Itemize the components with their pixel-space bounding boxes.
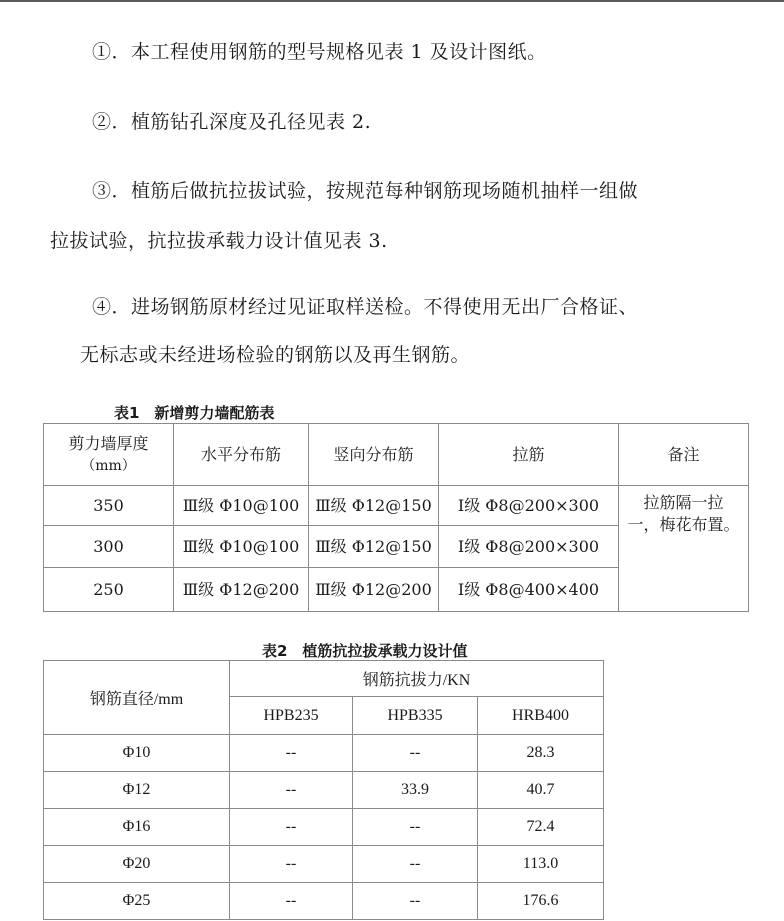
- header-hpb335: HPB335: [353, 697, 478, 735]
- header-tie: 拉筋: [439, 424, 619, 486]
- table-row: [44, 772, 604, 809]
- cell-hpb335: --: [353, 735, 478, 772]
- table-row: [44, 846, 604, 883]
- cell-hpb335: 33.9: [353, 772, 478, 809]
- cell-vertical: Ⅲ级 Φ12@200: [309, 568, 439, 612]
- cell-hpb235: --: [230, 883, 353, 920]
- cell-hpb335: --: [353, 809, 478, 846]
- cell-vertical: Ⅲ级 Φ12@150: [309, 486, 439, 526]
- table-row: [44, 486, 749, 526]
- table-row: [44, 809, 604, 846]
- cell-hpb235: --: [230, 809, 353, 846]
- table2-header-row: [44, 661, 604, 697]
- note-line2: 一，梅花布置。: [627, 515, 740, 534]
- cell-thickness: 350: [44, 486, 174, 526]
- cell-note: [619, 486, 749, 612]
- cell-hpb235: --: [230, 735, 353, 772]
- top-rule: [0, 0, 784, 2]
- table1-header-row: [44, 424, 749, 486]
- header-diameter: 钢筋直径/mm: [44, 661, 230, 735]
- cell-thickness: 300: [44, 526, 174, 568]
- cell-horizontal: Ⅲ级 Φ10@100: [174, 486, 309, 526]
- cell-hrb400: 72.4: [478, 809, 604, 846]
- cell-tie: Ⅰ级 Φ8@200×300: [439, 526, 619, 568]
- cell-hpb335: --: [353, 846, 478, 883]
- rebar-table: [43, 423, 749, 612]
- cell-hrb400: 28.3: [478, 735, 604, 772]
- cell-hpb235: --: [230, 772, 353, 809]
- cell-horizontal: Ⅲ级 Φ12@200: [174, 568, 309, 612]
- cell-horizontal: Ⅲ级 Φ10@100: [174, 526, 309, 568]
- cell-diameter: Φ12: [44, 772, 230, 809]
- cell-hrb400: 40.7: [478, 772, 604, 809]
- cell-diameter: Φ16: [44, 809, 230, 846]
- cell-hrb400: 113.0: [478, 846, 604, 883]
- cell-diameter: Φ10: [44, 735, 230, 772]
- cell-diameter: Φ25: [44, 883, 230, 920]
- table-row: [44, 883, 604, 920]
- header-vertical: 竖向分布筋: [309, 424, 439, 486]
- header-thickness: [44, 424, 174, 486]
- header-thickness-line1: 剪力墙厚度: [68, 433, 149, 453]
- cell-vertical: Ⅲ级 Φ12@150: [309, 526, 439, 568]
- cell-tie: Ⅰ级 Φ8@400×400: [439, 568, 619, 612]
- cell-thickness: 250: [44, 568, 174, 612]
- header-note: 备注: [619, 424, 749, 486]
- table2-caption: 表2 植筋抗拉拔承载力设计值: [262, 642, 468, 660]
- header-thickness-unit: （mm）: [81, 457, 136, 474]
- pullout-table: [43, 660, 604, 920]
- header-pullout-group: 钢筋抗拔力/KN: [230, 661, 604, 697]
- paragraph-4-cont: 无标志或未经进场检验的钢筋以及再生钢筋。: [80, 344, 471, 366]
- note-line1: 拉筋隔一拉: [643, 493, 724, 512]
- table1-caption: 表1 新增剪力墙配筋表: [114, 404, 275, 422]
- paragraph-1: ①．本工程使用钢筋的型号规格见表 1 及设计图纸。: [92, 41, 547, 63]
- header-horizontal: 水平分布筋: [174, 424, 309, 486]
- paragraph-2: ②．植筋钻孔深度及孔径见表 2.: [92, 111, 372, 133]
- cell-hpb335: --: [353, 883, 478, 920]
- header-hrb400: HRB400: [478, 697, 604, 735]
- table-row: [44, 735, 604, 772]
- cell-hpb235: --: [230, 846, 353, 883]
- header-hpb235: HPB235: [230, 697, 353, 735]
- cell-diameter: Φ20: [44, 846, 230, 883]
- paragraph-4: ④．进场钢筋原材经过见证取样送检。不得使用无出厂合格证、: [92, 296, 639, 318]
- paragraph-3-cont: 拉拔试验，抗拉拔承载力设计值见表 3.: [50, 230, 388, 252]
- cell-tie: Ⅰ级 Φ8@200×300: [439, 486, 619, 526]
- paragraph-3: ③．植筋后做抗拉拔试验，按规范每种钢筋现场随机抽样一组做: [92, 180, 639, 202]
- cell-hrb400: 176.6: [478, 883, 604, 920]
